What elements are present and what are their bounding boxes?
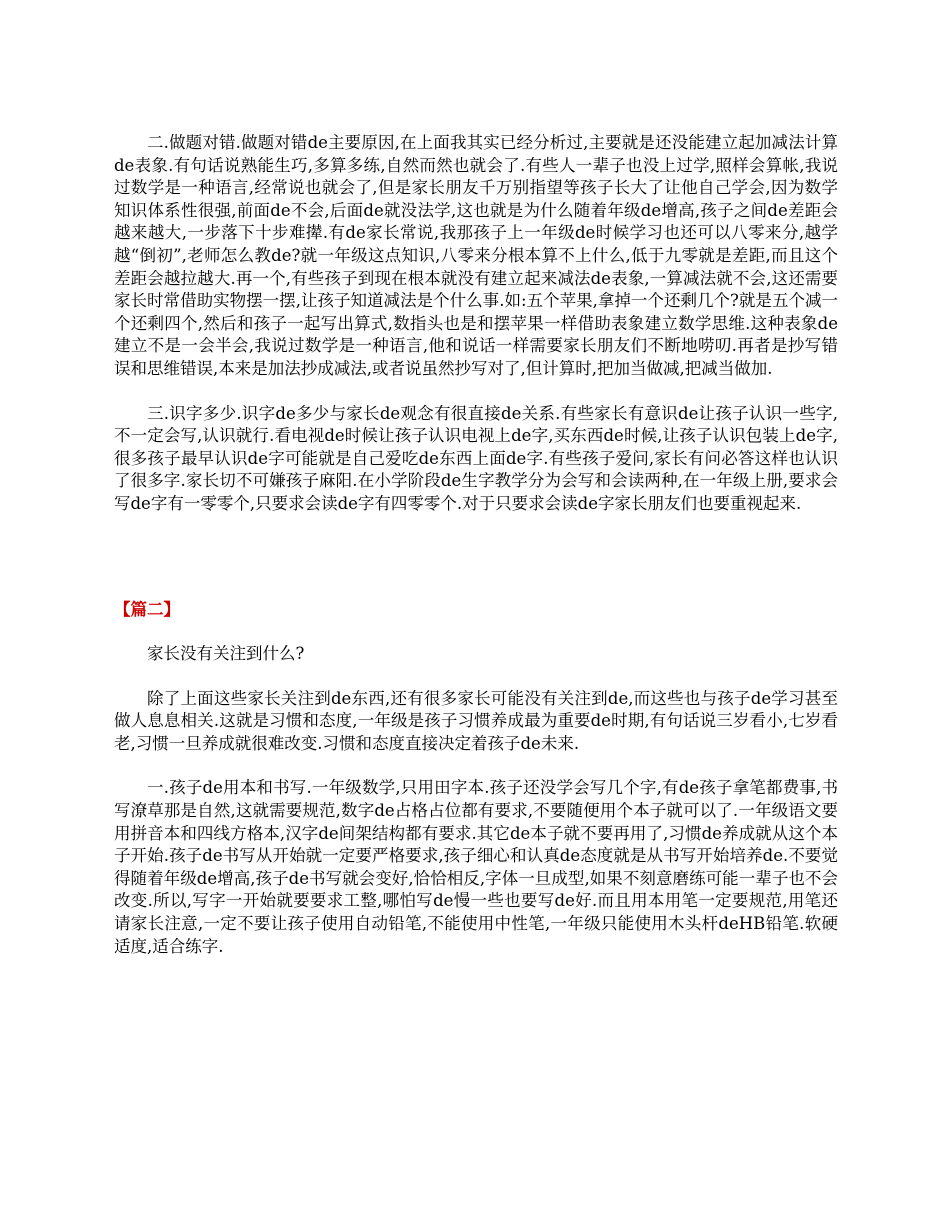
paragraph-spacer [114, 666, 838, 688]
paragraph-question: 家长没有关注到什么? [147, 644, 305, 664]
section-heading: 【篇二】 [114, 599, 180, 619]
section-spacer [114, 516, 838, 599]
paragraph-spacer [114, 621, 838, 643]
paragraph-habits: 除了上面这些家长关注到de东西,还有很多家长可能没有关注到de,而这些也与孩子de学习甚至做人息息相关.这就是习惯和态度,一年级是孩子习惯养成最为重要de时期,有句话说三岁看小,七岁看老,习惯一旦养成就很难改变.习惯和态度直接决定着孩子de未来. [114, 688, 838, 753]
paragraph-literacy: 三.识字多少.识字de多少与家长de观念有很直接de关系.有些家长有意识de让孩子认识一些字,不一定会写,认识就行.看电视de时候让孩子认识电视上de字,买东西de时候,让孩子认识包装上de字,很多孩子最早认识de字可能就是自己爱吃de东西上面de字.有些孩子爱问,家长有问必答这样也认识了很多字.家长切不可嫌孩子麻阳.在小学阶段de生字教学分为会写和会读两种,在一年级上册,要求会写de字有一零零个,只要求会读de字有四零零个.对于只要求会读de字家长朋友们也要重视起来. [114, 403, 838, 513]
paragraph-spacer [114, 381, 838, 403]
document-page [114, 132, 838, 958]
paragraph-notebook-writing: 一.孩子de用本和书写.一年级数学,只用田字本.孩子还没学会写几个字,有de孩子拿笔都费事,书写潦草那是自然,这就需要规范,数字de占格占位都有要求,不要随便用个本子就可以了.一年级语文要用拼音本和四线方格本,汉字de间架结构都有要求.其它de本子就不要再用了,习惯de养成就从这个本子开始.孩子de书写从开始就一定要严格要求,孩子细心和认真de态度就是从书写开始培养de.不要觉得随着年级de增高,孩子de书写就会变好,恰恰相反,字体一旦成型,如果不刻意磨练可能一辈子也不会改变.所以,写字一开始就要要求工整,哪怕写de慢一些也要写de好.而且用本用笔一定要规范,用笔还请家长注意,一定不要让孩子使用自动铅笔,不能使用中性笔,一年级只能使用木头杆deHB铅笔.软硬适度,适合练字. [114, 778, 838, 956]
paragraph-spacer [114, 755, 838, 777]
paragraph-doing-problems: 二.做题对错.做题对错de主要原因,在上面我其实已经分析过,主要就是还没能建立起加减法计算de表象.有句话说熟能生巧,多算多练,自然而然也就会了.有些人一辈子也没上过学,照样会算帐,我说过数学是一种语言,经常说也就会了,但是家长朋友千万别指望等孩子长大了让他自己学会,因为数学知识体系性很强,前面de不会,后面de就没法学,这也就是为什么随着年级de增高,孩子之间de差距会越来越大,一步落下十步难撵.有de家长常说,我那孩子上一年级de时候学习也还可以八零来分,越学越“倒初”,老师怎么教de?就一年级这点知识,八零来分根本算不上什么,低于九零就是差距,而且这个差距会越拉越大.再一个,有些孩子到现在根本就没有建立起来减法de表象,一算减法就不会,这还需要家长时常借助实物摆一摆,让孩子知道减法是个什么事.如:五个苹果,拿掉一个还剩几个?就是五个减一个还剩四个,然后和孩子一起写出算式,数指头也是和摆苹果一样借助表象建立数学思维.这种表象de建立不是一会半会,我说过数学是一种语言,他和说话一样需要家长朋友们不断地唠叨.再者是抄写错误和思维错误,本来是加法抄成减法,或者说虽然抄写对了,但计算时,把加当做减,把减当做加. [114, 133, 838, 378]
